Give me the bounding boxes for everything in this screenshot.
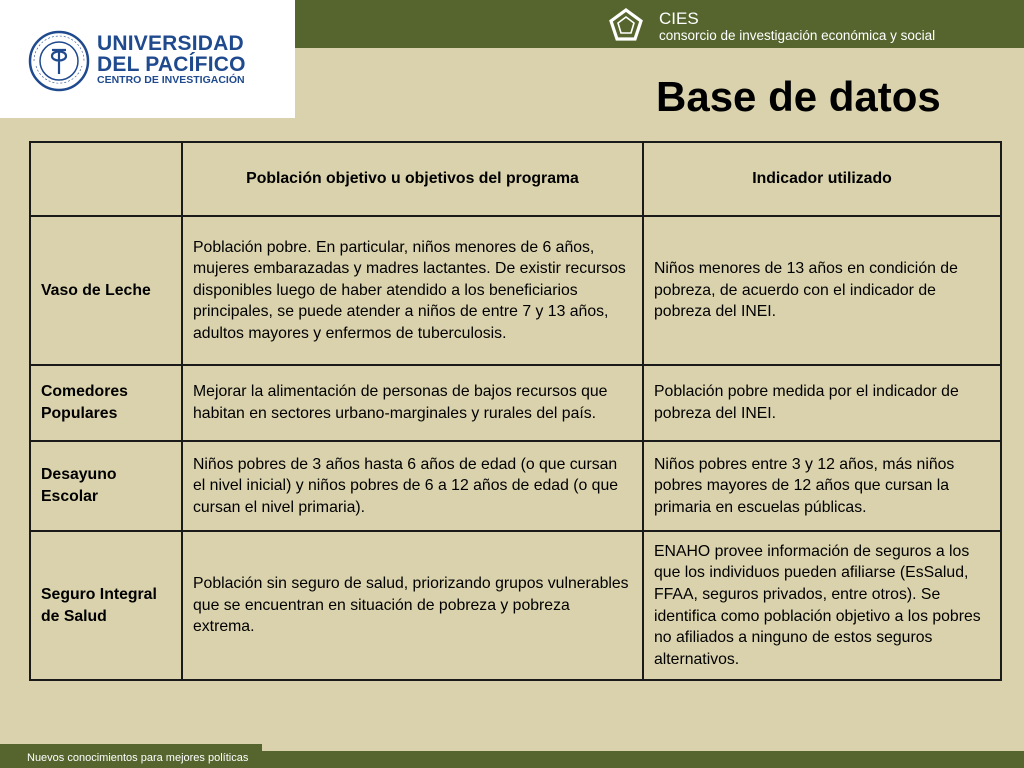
table-header-row bbox=[30, 142, 1001, 216]
target-population-cell: Niños pobres de 3 años hasta 6 años de edad (o que cursan el nivel inicial) y niños pobres de 6 a 12 años de edad (o que cursan el nivel primaria). bbox=[182, 441, 643, 531]
page-title: Base de datos bbox=[656, 73, 941, 120]
indicator-cell: Niños pobres entre 3 y 12 años, más niños pobres mayores de 12 años que cursan la primaria en escuelas públicas. bbox=[643, 441, 1001, 531]
programs-table bbox=[29, 141, 1002, 681]
footer-slogan: Nuevos conocimientos para mejores políticas bbox=[27, 752, 249, 764]
table-row bbox=[30, 216, 1001, 365]
program-name-cell: Desayuno Escolar bbox=[30, 441, 182, 531]
table-row bbox=[30, 441, 1001, 531]
university-logo-block bbox=[0, 0, 295, 118]
indicator-cell: ENAHO provee información de seguros a los que los individuos pueden afiliarse (EsSalud, FFAA, seguros privados, entre otros). Se identifica como población objetivo a los pobres no afiliados a ninguno de estos seguros alternativos. bbox=[643, 531, 1001, 680]
table-header-empty bbox=[30, 142, 182, 216]
indicator-cell: Población pobre medida por el indicador de pobreza del INEI. bbox=[643, 365, 1001, 441]
university-seal-icon bbox=[28, 30, 90, 92]
program-name-cell: Vaso de Leche bbox=[30, 216, 182, 365]
program-name-cell: Seguro Integral de Salud bbox=[30, 531, 182, 680]
university-name bbox=[97, 33, 246, 75]
cies-tagline: consorcio de investigación económica y social bbox=[659, 28, 936, 43]
university-subtitle: CENTRO DE INVESTIGACIÓN bbox=[97, 74, 245, 86]
table-header-target: Población objetivo u objetivos del programa bbox=[182, 142, 643, 216]
cies-name: CIES bbox=[659, 9, 699, 28]
cies-pentagon-logo-icon bbox=[608, 7, 644, 43]
target-population-cell: Población sin seguro de salud, priorizando grupos vulnerables que se encuentran en situación de pobreza y pobreza extrema. bbox=[182, 531, 643, 680]
table-header-indicator: Indicador utilizado bbox=[643, 142, 1001, 216]
target-population-cell: Población pobre. En particular, niños menores de 6 años, mujeres embarazadas y madres lactantes. De existir recursos disponibles luego de haber atendido a los beneficiarios principales, se puede atender a niños de entre 7 y 13 años, adultos mayores y enfermos de tuberculosis. bbox=[182, 216, 643, 365]
indicator-cell: Niños menores de 13 años en condición de pobreza, de acuerdo con el indicador de pobreza del INEI. bbox=[643, 216, 1001, 365]
university-name-line1: UNIVERSIDAD bbox=[97, 32, 244, 55]
program-name-cell: Comedores Populares bbox=[30, 365, 182, 441]
table-row bbox=[30, 531, 1001, 680]
target-population-cell: Mejorar la alimentación de personas de bajos recursos que habitan en sectores urbano-marginales y rurales del país. bbox=[182, 365, 643, 441]
table-row bbox=[30, 365, 1001, 441]
university-name-line2: DEL PACÍFICO bbox=[97, 53, 246, 76]
